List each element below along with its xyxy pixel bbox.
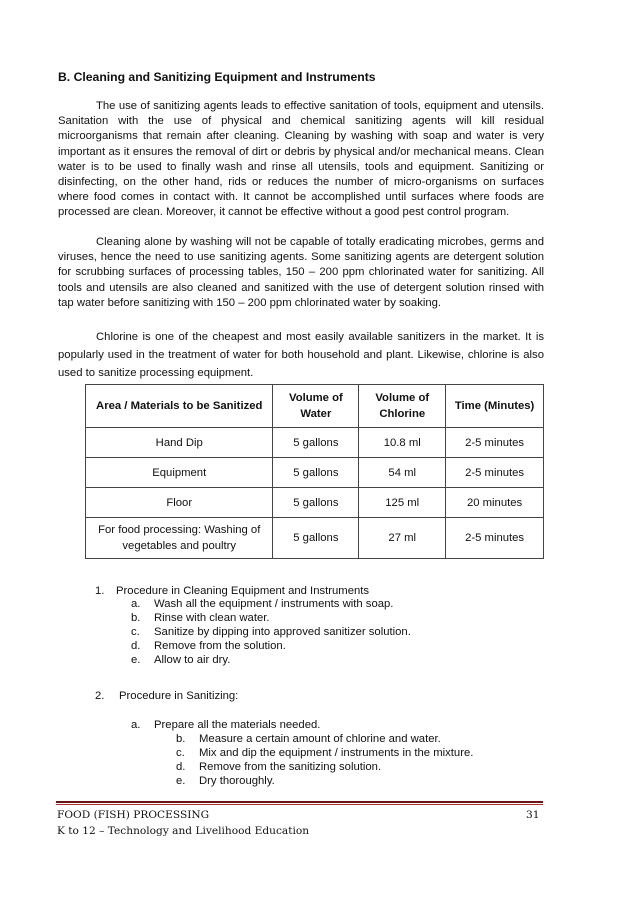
paragraph-chlorine: Chlorine is one of the cheapest and most easily available sanitizers in the market. It is popularly used in the treatment of water for both household and plant. Likewise, chlorine is also used to sanitize processing equipment. [58, 331, 544, 379]
list-item: Allow to air dry. [154, 654, 231, 666]
section-heading: B. Cleaning and Sanitizing Equipment and Instruments [58, 70, 376, 84]
table-row [86, 488, 544, 518]
footer-course: FOOD (FISH) PROCESSING [57, 809, 210, 821]
table-header-time: Time (Minutes) [446, 385, 544, 428]
table-header-water: Volume of Water [273, 385, 359, 428]
list-item: Remove from the solution. [154, 640, 286, 652]
list-item-letter: b. [176, 733, 186, 745]
list-item: Measure a certain amount of chlorine and water. [199, 733, 441, 745]
list-item-letter: c. [131, 626, 140, 638]
table-cell: 20 minutes [446, 488, 544, 518]
list-item: Wash all the equipment / instruments with soap. [154, 598, 394, 610]
table-header-row [86, 385, 544, 428]
footer-rule-accent [56, 804, 543, 805]
table-cell: 5 gallons [273, 518, 359, 559]
list-item-letter: b. [131, 612, 141, 624]
sanitizing-table [85, 384, 544, 559]
table-cell: 125 ml [359, 488, 446, 518]
list-item-letter: a. [131, 598, 141, 610]
table-header-chlorine: Volume of Chlorine [359, 385, 446, 428]
table-cell: 5 gallons [273, 458, 359, 488]
list-item: Sanitize by dipping into approved sanitizer solution. [154, 626, 411, 638]
list-item-letter: d. [176, 761, 186, 773]
footer-program: K to 12 – Technology and Livelihood Education [57, 825, 310, 837]
table-cell: 27 ml [359, 518, 446, 559]
table-cell: 2-5 minutes [446, 458, 544, 488]
list-item: Remove from the sanitizing solution. [199, 761, 382, 773]
list-item: Prepare all the materials needed. [154, 719, 321, 731]
table-cell: For food processing: Washing of vegetables and poultry [86, 518, 273, 559]
table-header-area: Area / Materials to be Sanitized [86, 385, 273, 428]
table-cell: 5 gallons [273, 488, 359, 518]
procedure2-number: 2. [95, 690, 105, 702]
page-number: 31 [526, 809, 540, 821]
list-item: Dry thoroughly. [199, 775, 275, 787]
list-item-letter: a. [131, 719, 141, 731]
table-cell: 54 ml [359, 458, 446, 488]
procedure2-title: Procedure in Sanitizing: [119, 690, 239, 702]
list-item-letter: d. [131, 640, 141, 652]
list-item-letter: e. [131, 654, 141, 666]
table-cell: Equipment [86, 458, 273, 488]
procedure1-number: 1. [95, 585, 105, 597]
paragraph-cleaning-alone: Cleaning alone by washing will not be capable of totally eradicating microbes, germs and viruses, hence the need to use sanitizing agents. Some sanitizing agents are detergent solution for scrubbing surfaces of processing tables, 150 – 200 ppm chlorinated water for sanitizing. All tools and utensils are also cleaned and sanitized with the use of detergent solution rinsed with tap water before sanitizing with 150 – 200 ppm chlorinated water by soaking. [58, 236, 544, 309]
list-item: Mix and dip the equipment / instruments in the mixture. [199, 747, 474, 759]
table-row [86, 458, 544, 488]
table-cell: 2-5 minutes [446, 518, 544, 559]
table-cell: 10.8 ml [359, 428, 446, 458]
paragraph-sanitizing-agents: The use of sanitizing agents leads to effective sanitation of tools, equipment and utensils. Sanitation with the use of physical and chemical sanitizing agents will kill residual microorganisms that remain after cleaning. Cleaning by washing with soap and water is very important as it ensures the removal of dirt or debris by physical and/or mechanical means. Clean water is to be used to finally wash and rinse all utensils, tools and equipment. Sanitizing or disinfecting, on the other hand, rids or reduces the number of micro-organisms on surfaces where food comes in contact with. It cannot be accomplished until surfaces where foods are processed are clean. Moreover, it cannot be effective without a good pest control program. [58, 100, 544, 219]
table-cell: 2-5 minutes [446, 428, 544, 458]
table-cell: Floor [86, 488, 273, 518]
footer-rule [56, 801, 543, 803]
table-cell: 5 gallons [273, 428, 359, 458]
table-row [86, 428, 544, 458]
list-item: Rinse with clean water. [154, 612, 270, 624]
table-row [86, 518, 544, 559]
list-item-letter: c. [176, 747, 185, 759]
table-cell: Hand Dip [86, 428, 273, 458]
list-item-letter: e. [176, 775, 186, 787]
procedure1-title: Procedure in Cleaning Equipment and Instruments [116, 585, 370, 597]
